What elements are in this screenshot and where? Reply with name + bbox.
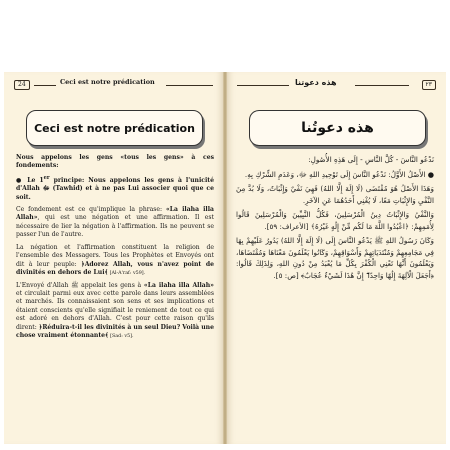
chapter-title: Ceci est notre prédication	[34, 121, 195, 135]
text-run: ﴿Réduira-t-il les divinités à un seul Dieu? Voilà une chose vraiment étonnante﴾	[16, 323, 214, 339]
text-run: «La ilaha illa Allah»	[143, 281, 214, 289]
text-run: ﴿Adorez Allah, vous n'avez point de divinités en dehors de Lui﴾	[16, 260, 214, 276]
left-page-number: 24	[14, 80, 30, 90]
text-run: er	[43, 174, 50, 181]
french-paragraph	[16, 244, 214, 278]
french-paragraph	[16, 282, 214, 341]
text-run: principe: Nous appelons les gens à l'unicité d'Allah ﷻ (Tawhid) et à ne pas Lui associer quoi que ce soit.	[16, 176, 214, 201]
chapter-title-box	[26, 110, 203, 146]
arabic-body-text	[236, 154, 434, 284]
arabic-paragraph: نَدْعُو النَّاسَ - كُلَّ النَّاسِ - إِلَى هَذِهِ الأُصُولِ:	[308, 155, 434, 164]
arabic-paragraph: وَكَانَ رَسُولُ اللهِ ﷺ يَدْعُو النَّاسَ إِلَى (لَا إِلَهَ إِلَّا اللهُ) يَدُورُ عَلَيْهِمْ بِهَا فِي مَجَامِعِهِمْ وَمُنْتَدَيَاتِهِمْ وَأَسْوَاقِهِمْ، وَكَانُوا يَعْلَمُونَ مَعْنَاهَا وَمُقْتَضَاهَا، وَيَعْلَمُونَ أَنَّهَا تَعْنِي الْكُفْرَ بِكُلِّ مَا يُعْبَدُ مِنْ دُونِ اللهِ، وَلِذَلِكَ قَالُوا: ﴿أَجَعَلَ الْآلِهَةَ إِلَٰهًا وَاحِدًا ۖ إِنَّ هَٰذَا لَشَيْءٌ عُجَابٌ﴾ [ص: ٥].	[236, 236, 434, 280]
text-run: Nous appelons les gens «tous les gens» à ces fondements:	[16, 154, 214, 170]
header-rule	[166, 85, 213, 86]
text-run: L'Envoyé d'Allah ﷺ appelait les gens à	[16, 281, 144, 289]
french-paragraph	[16, 154, 214, 171]
arabic-chapter-title-box	[249, 110, 426, 146]
arabic-chapter-title: هذه دعوتُنا	[301, 120, 374, 136]
french-paragraph	[16, 175, 214, 202]
text-run: «La ilaha illa Allah»	[16, 206, 214, 222]
text-run: La négation et l'affirmation constituent la religion de l'ensemble des Messagers. Tous les Prophètes et Envoyés ont dit à leur peuple:	[16, 243, 214, 268]
left-page-header	[14, 78, 213, 92]
left-page	[4, 72, 223, 444]
text-run: [Al-A'raf: v59].	[108, 270, 146, 276]
text-run: [Sad: v5].	[108, 333, 134, 339]
right-running-title: هذه دعوتنا	[295, 78, 337, 87]
left-running-title: Ceci est notre prédication	[60, 78, 155, 86]
french-body-text	[16, 154, 214, 345]
right-page-number: ٢٣	[422, 80, 436, 90]
right-page-header	[237, 78, 436, 92]
header-rule	[237, 85, 289, 86]
french-paragraph	[16, 206, 214, 240]
right-page	[227, 72, 446, 444]
open-book	[4, 72, 446, 444]
arabic-paragraph: وَالنَّفْيُ وَالإِثْبَاتُ دِينُ الْمُرْسَلِينَ، فَكُلُّ النَّبِيِّينَ وَالْمُرْسَلِينَ قَالُوا لِأُمَمِهِمْ: ﴿اعْبُدُوا اللَّهَ مَا لَكُم مِّنْ إِلَٰهٍ غَيْرُهُ﴾ [الأعراف: ٥٩].	[236, 210, 434, 231]
header-rule	[34, 85, 56, 86]
header-rule	[355, 85, 409, 86]
arabic-paragraph: وَهَذَا الأَصْلُ هُوَ مُقْتَضَى (لَا إِلَهَ إِلَّا اللهُ) فَهِيَ نَفْيٌ وَإِثْبَاتٌ، وَلَا بُدَّ مِنَ النَّفْيِ وَالإِثْبَاتِ مَعًا، لَا يُغْنِي أَحَدُهُمَا عَنِ الآخَرِ.	[236, 184, 434, 205]
text-run: , qui est une négation et une affirmation. Il est nécessaire de lier la négation à l'affirmation. Ils ne peuvent se passer l'un de l'autre.	[16, 214, 214, 239]
arabic-paragraph: ● الأَصْلُ الأَوَّلُ: نَدْعُو النَّاسَ إِلَى تَوْحِيدِ اللهِ ﷻ، وَعَدَمِ الشِّرْكِ بِهِ.	[244, 169, 434, 179]
text-run: ● Le 1	[16, 176, 44, 184]
text-run: Ce fondement est ce qu'implique la phrase:	[16, 206, 166, 214]
text-run: et circulait parmi eux avec cette parole dans leurs assemblées et marchés. Ils connaissaient son sens et ses implications et étaient conscients qu'elle signifiait le reniement de tout ce qui est adoré en dehors d'Allah. C'est pour cette raison qu'ils dirent:	[16, 289, 214, 331]
